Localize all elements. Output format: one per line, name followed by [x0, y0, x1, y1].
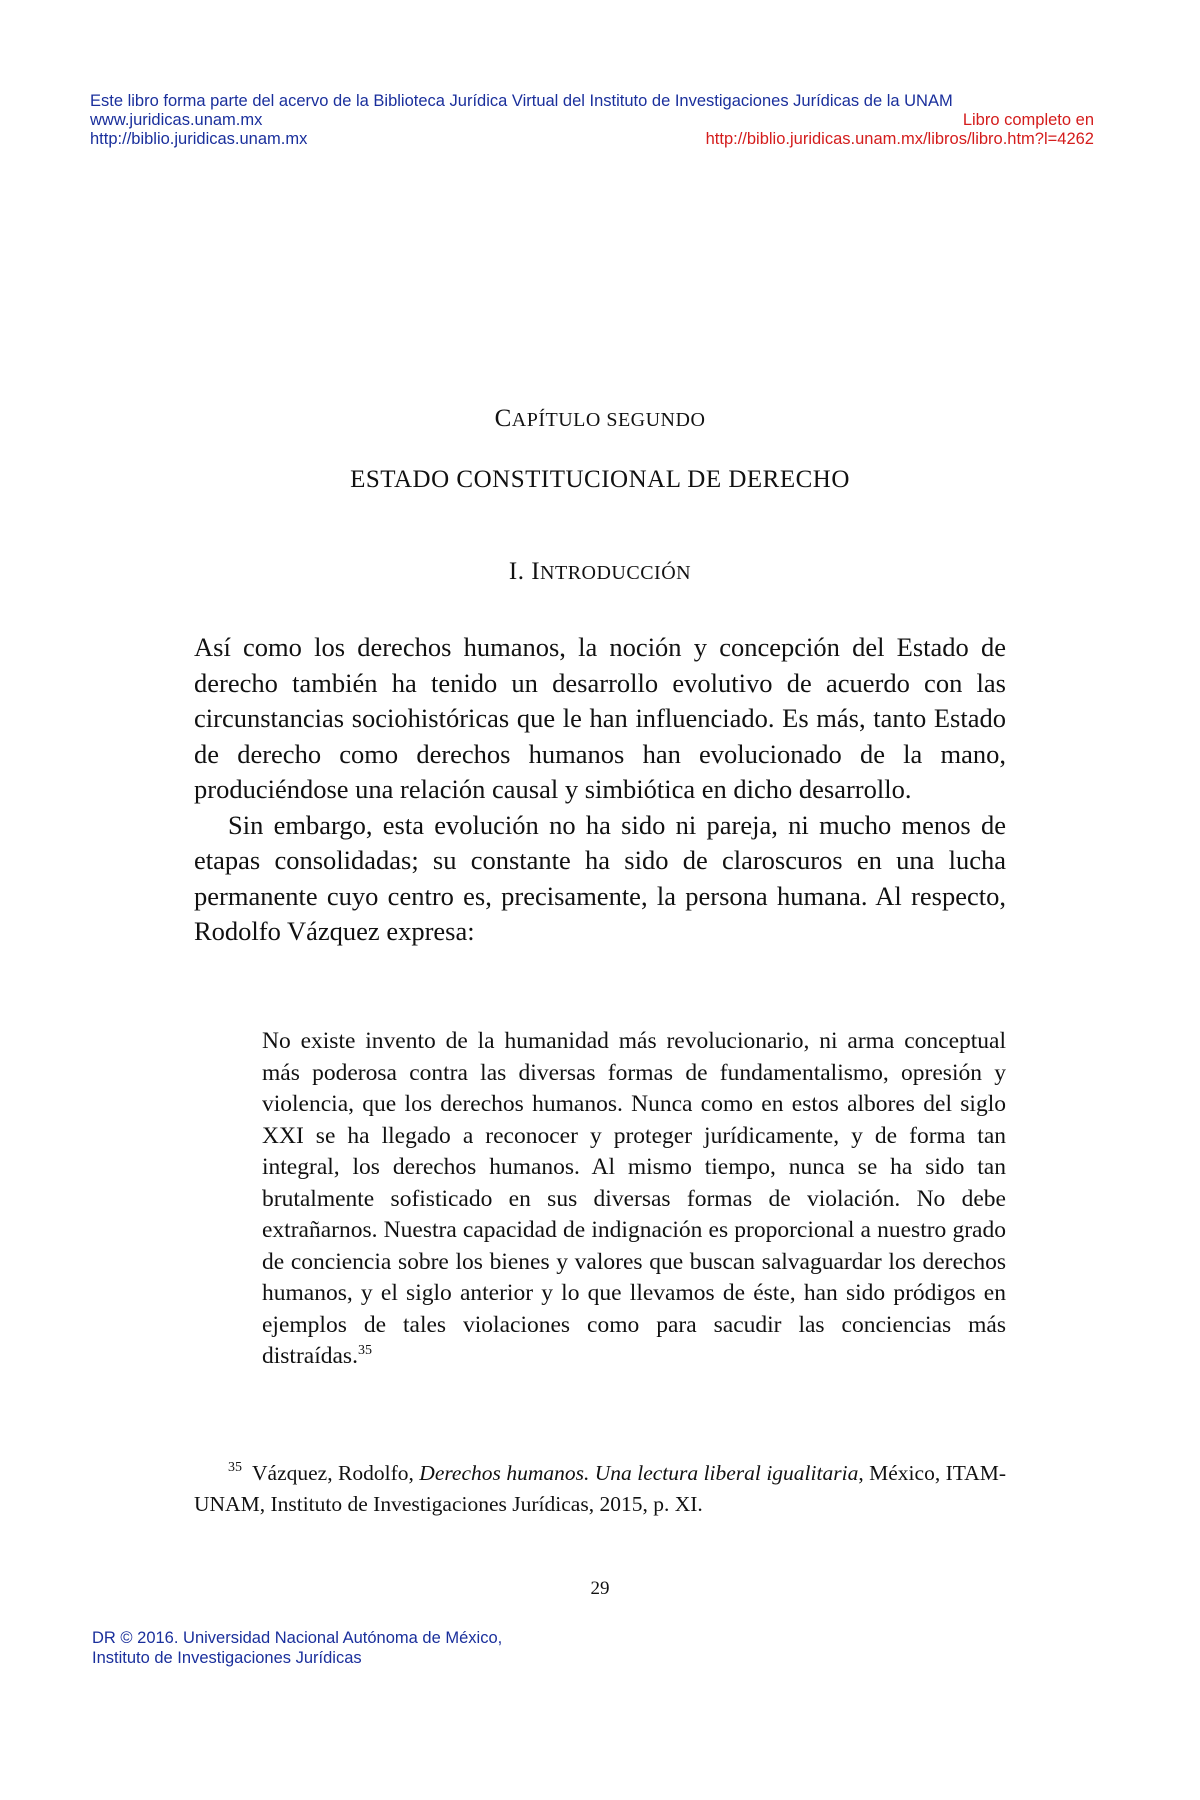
- footnote-author: Vázquez, Rodolfo,: [252, 1461, 420, 1485]
- footer-copyright: [92, 1628, 502, 1668]
- footnote-title: Derechos humanos. Una lectura liberal igualitaria: [419, 1461, 859, 1485]
- book-label: Libro completo en: [962, 111, 1094, 129]
- block-quote: [262, 1026, 1006, 1373]
- paragraph-1: Así como los derechos humanos, la noción y concepción del Estado de derecho también ha tenido un desarrollo evolutivo de acuerdo con las circunstancias sociohistóricas que le han influenciado. Es más, tanto Estado de derecho como derechos humanos han evolucionado de la mano, produciéndose una relación causal y simbiótica en dicho desarrollo.: [194, 632, 1006, 804]
- site-link[interactable]: www.juridicas.unam.mx: [90, 111, 263, 129]
- quote-text: No existe invento de la humanidad más revolucionario, ni arma conceptual más poderosa contra las diversas formas de fundamentalismo, opresión y violencia, que los derechos humanos. Nunca como en estos albores del siglo XXI se ha llegado a reconocer y proteger jurídicamente, y de forma tan integral, los derechos humanos. Al mismo tiempo, nunca se ha sido tan brutalmente sofisticado en sus diversas formas de violación. No debe extrañarnos. Nuestra capacidad de indignación es proporcional a nuestro grado de conciencia sobre los bienes y valores que buscan salvaguardar los derechos humanos, y el siglo anterior y lo que llevamos de éste, han sido pródigos en ejemplos de tales violaciones como para sacudir las conciencias más distraídas.: [262, 1028, 1006, 1369]
- footer-line-1: DR © 2016. Universidad Nacional Autónoma de México,: [92, 1629, 503, 1647]
- header-notice: [90, 92, 1110, 149]
- header-collection-notice: Este libro forma parte del acervo de la Biblioteca Jurídica Virtual del Instituto de Investigaciones Jurídicas de la UNAM: [90, 92, 953, 110]
- body-text: [194, 630, 1006, 950]
- book-link[interactable]: http://biblio.juridicas.unam.mx/libros/libro.htm?l=4262: [705, 130, 1094, 148]
- section-heading: I. INTRODUCCIÓN: [508, 558, 692, 585]
- footnote-ref[interactable]: 35: [357, 1343, 372, 1358]
- chapter-title: ESTADO CONSTITUCIONAL DE DERECHO: [350, 466, 850, 493]
- footnote-rest: , México, ITAM-UNAM, Instituto de Investigaciones Jurídicas, 2015, p. XI.: [194, 1461, 1006, 1516]
- biblio-link[interactable]: http://biblio.juridicas.unam.mx: [90, 130, 308, 148]
- footnote-number: 35: [228, 1460, 242, 1475]
- chapter-label: CAPÍTULO SEGUNDO: [494, 405, 706, 432]
- paragraph-2: Sin embargo, esta evolución no ha sido ni pareja, ni mucho menos de etapas consolidadas; su constante ha sido de claroscuros en una lucha permanente cuyo centro es, precisamente, la persona humana. Al respecto, Rodolfo Vázquez expresa:: [194, 809, 1006, 946]
- page-number: 29: [590, 1578, 610, 1599]
- footnote: [194, 1458, 1006, 1520]
- footer-line-2: Instituto de Investigaciones Jurídicas: [92, 1649, 362, 1667]
